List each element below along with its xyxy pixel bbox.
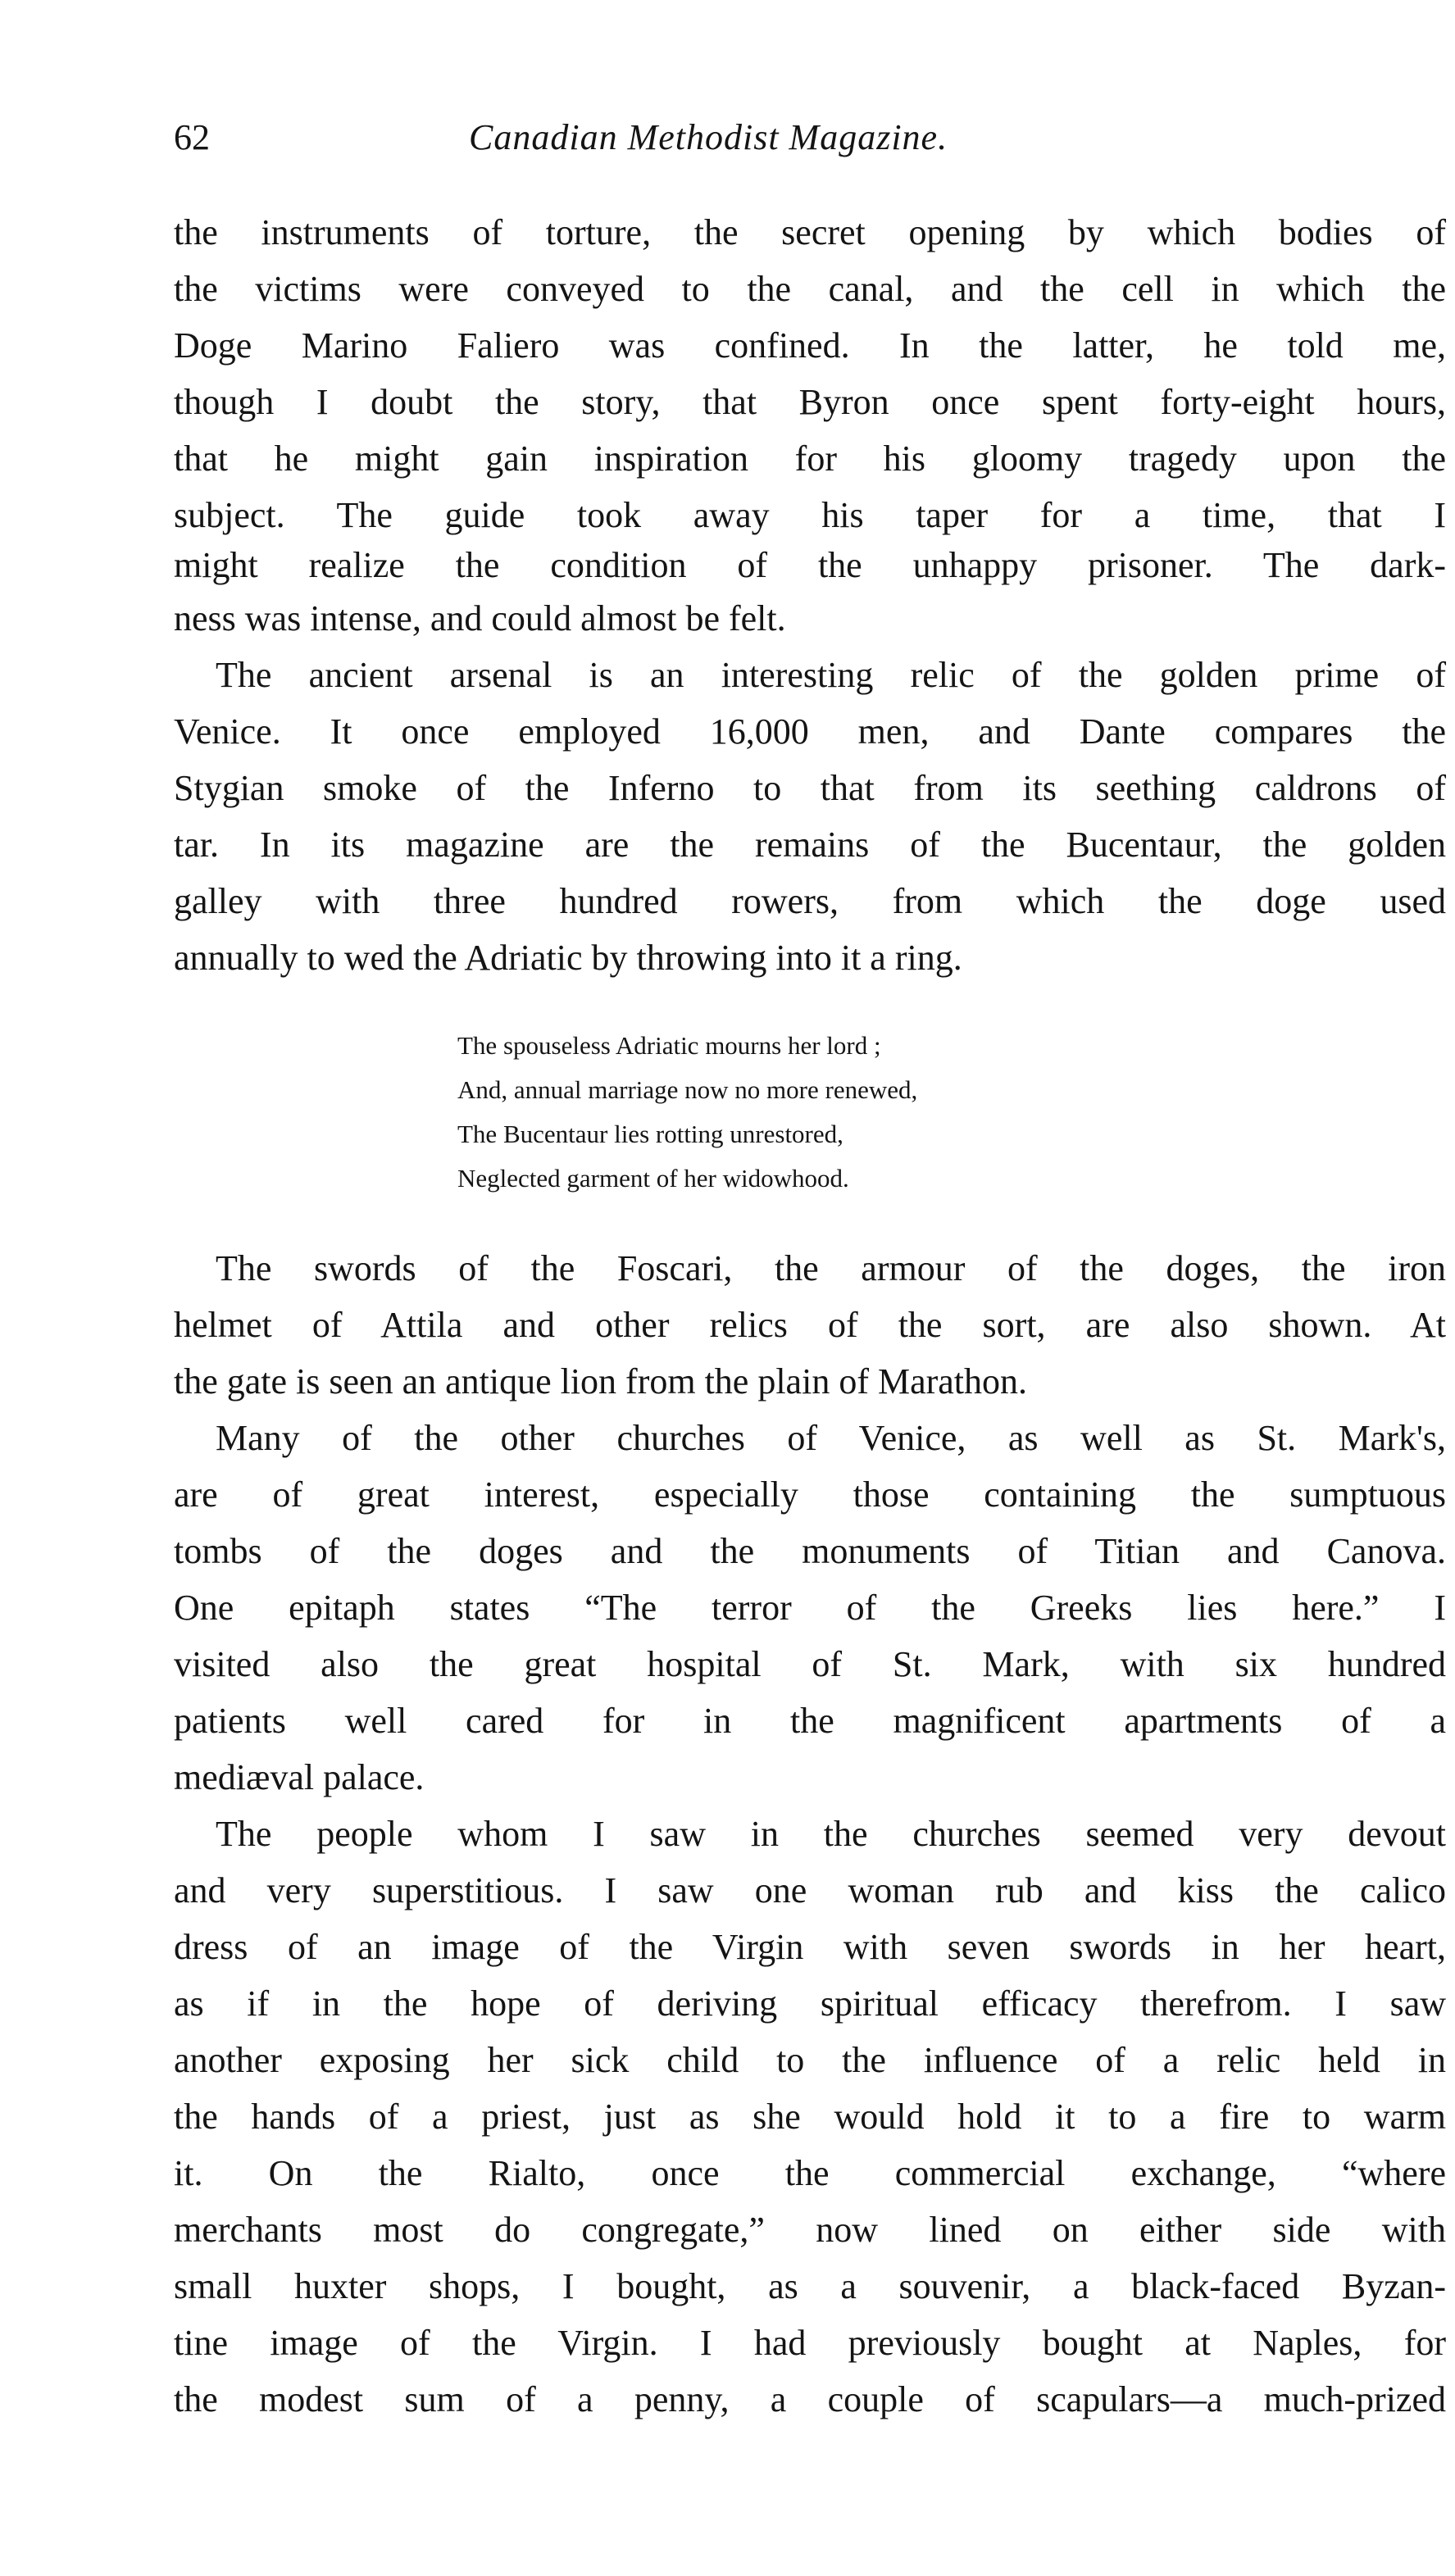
- text-line: that he might gain inspiration for his gloomy tragedy upon the: [174, 438, 1446, 479]
- text-line: and very superstitious. I saw one woman rub and kiss the calico: [174, 1870, 1446, 1910]
- text-line: The people whom I saw in the churches seemed very devout: [216, 1814, 1446, 1854]
- text-line: the instruments of torture, the secret opening by which bodies of: [174, 212, 1446, 252]
- text-line: patients well cared for in the magnificent apartments of a: [174, 1701, 1446, 1741]
- text-line: The swords of the Foscari, the armour of the doges, the iron: [216, 1248, 1446, 1288]
- text-line: the hands of a priest, just as she would hold it to a fire to warm: [174, 2097, 1446, 2137]
- text-line: visited also the great hospital of St. Mark, with six hundred: [174, 1644, 1446, 1684]
- text-line: though I doubt the story, that Byron once spent forty-eight hours,: [174, 382, 1446, 422]
- text-line: merchants most do congregate,” now lined on either side with: [174, 2210, 1446, 2250]
- text-line: the victims were conveyed to the canal, and the cell in which the: [174, 269, 1446, 309]
- text-line: dress of an image of the Virgin with seven swords in her heart,: [174, 1927, 1446, 1967]
- text-line: another exposing her sick child to the influence of a relic held in: [174, 2040, 1446, 2080]
- text-line: the modest sum of a penny, a couple of scapulars—a much-prized: [174, 2379, 1446, 2419]
- text-line: ness was intense, and could almost be felt.: [174, 598, 786, 638]
- text-line: annually to wed the Adriatic by throwing into it a ring.: [174, 938, 962, 978]
- text-line: small huxter shops, I bought, as a souvenir, a black-faced Byzan-: [174, 2266, 1446, 2306]
- text-line: mediæval palace.: [174, 1757, 425, 1797]
- text-line: might realize the condition of the unhappy prisoner. The dark-: [174, 545, 1446, 585]
- text-line: are of great interest, especially those containing the sumptuous: [174, 1474, 1446, 1515]
- text-line: Venice. It once employed 16,000 men, and Dante compares the: [174, 711, 1446, 752]
- text-line: tine image of the Virgin. I had previously bought at Naples, for: [174, 2323, 1446, 2363]
- text-line: it. On the Rialto, once the commercial exchange, “where: [174, 2153, 1446, 2193]
- text-line: Stygian smoke of the Inferno to that from its seething caldrons of: [174, 768, 1446, 808]
- text-line: subject. The guide took away his taper for a time, that I: [174, 495, 1446, 535]
- text-line: as if in the hope of deriving spiritual efficacy therefrom. I saw: [174, 1983, 1446, 2024]
- text-line: Doge Marino Faliero was confined. In the latter, he told me,: [174, 325, 1446, 366]
- text-line: helmet of Attila and other relics of the sort, are also shown. At: [174, 1305, 1446, 1345]
- text-line: Many of the other churches of Venice, as well as St. Mark's,: [216, 1418, 1446, 1458]
- text-line: galley with three hundred rowers, from which the doge used: [174, 881, 1446, 921]
- verse-line: And, annual marriage now no more renewed,: [457, 1075, 918, 1104]
- text-line: the gate is seen an antique lion from the plain of Marathon.: [174, 1361, 1028, 1402]
- text-line: tombs of the doges and the monuments of Titian and Canova.: [174, 1531, 1446, 1571]
- verse-line: The spouseless Adriatic mourns her lord ;: [457, 1031, 881, 1060]
- running-title: Canadian Methodist Magazine.: [469, 117, 948, 157]
- verse-line: Neglected garment of her widowhood.: [457, 1164, 849, 1193]
- text-line: tar. In its magazine are the remains of the Bucentaur, the golden: [174, 825, 1446, 865]
- text-line: The ancient arsenal is an interesting relic of the golden prime of: [216, 655, 1446, 695]
- page-number: 62: [174, 117, 210, 157]
- text-line: One epitaph states “The terror of the Greeks lies here.” I: [174, 1588, 1446, 1628]
- page-header: [174, 113, 1455, 170]
- verse-line: The Bucentaur lies rotting unrestored,: [457, 1120, 843, 1148]
